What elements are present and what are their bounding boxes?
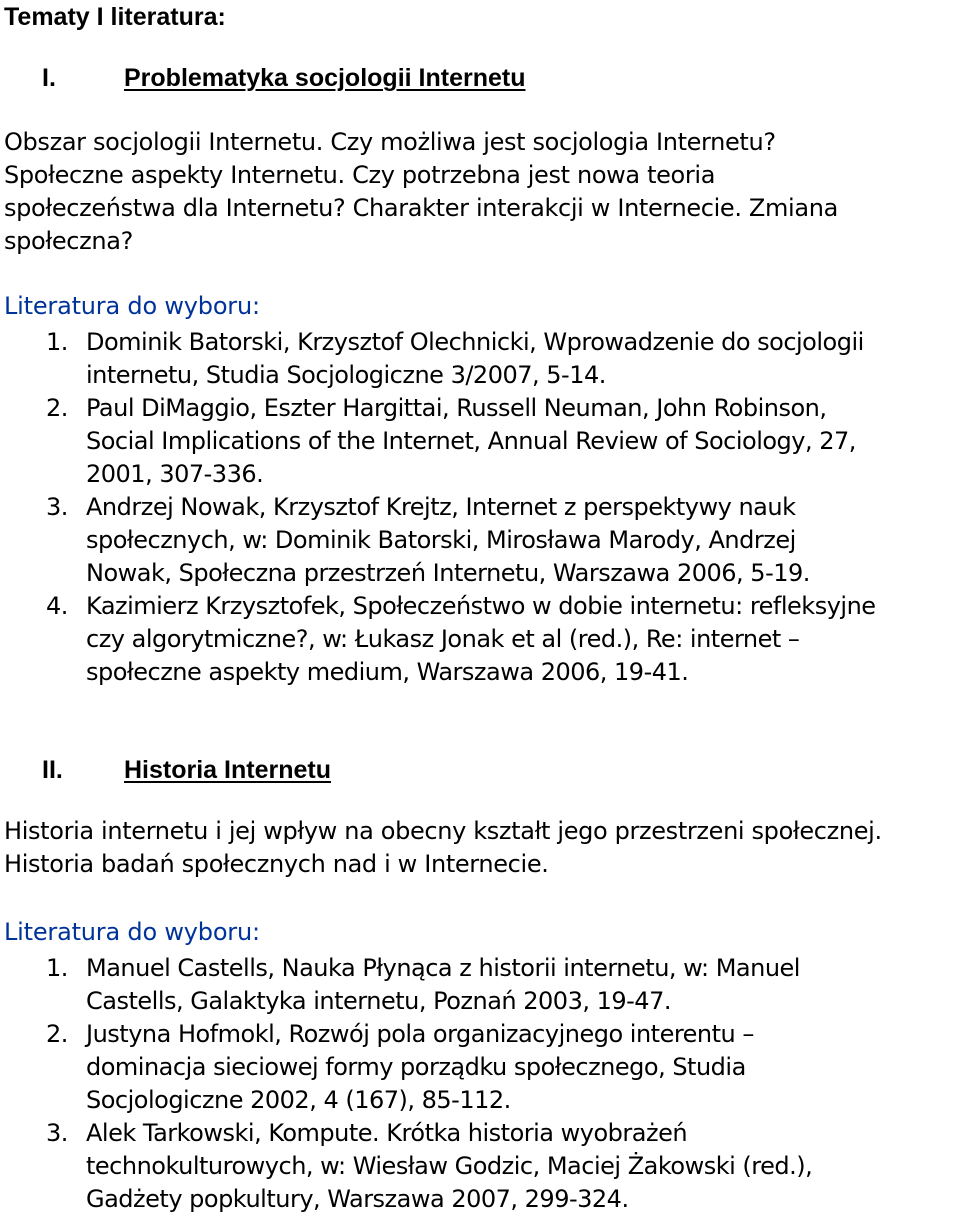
description-line: społeczna? bbox=[4, 227, 133, 255]
reference-item bbox=[0, 590, 876, 689]
reference-line: dominacja sieciowej formy porządku społecznego, Studia bbox=[86, 1053, 746, 1081]
reference-number: 3. bbox=[46, 493, 68, 521]
reference-line: Andrzej Nowak, Krzysztof Krejtz, Internet z perspektywy nauk bbox=[86, 493, 796, 521]
literature-label: Literatura do wyboru: bbox=[4, 292, 260, 320]
section-number: II. bbox=[42, 756, 63, 784]
reference-line: Alek Tarkowski, Kompute. Krótka historia wyobrażeń bbox=[86, 1119, 688, 1147]
reference-item bbox=[0, 1018, 812, 1117]
reference-line: społeczne aspekty medium, Warszawa 2006, 19-41. bbox=[86, 658, 689, 686]
reference-line: 2001, 307-336. bbox=[86, 460, 264, 488]
reference-line: Castells, Galaktyka internetu, Poznań 2003, 19-47. bbox=[86, 987, 671, 1015]
section-description bbox=[4, 815, 882, 881]
reference-line: Nowak, Społeczna przestrzeń Internetu, Warszawa 2006, 5-19. bbox=[86, 559, 810, 587]
reference-line: Paul DiMaggio, Eszter Hargittai, Russell Neuman, John Robinson, bbox=[86, 394, 827, 422]
reference-list bbox=[0, 952, 812, 1216]
reference-text bbox=[86, 1117, 812, 1216]
reference-line: Gadżety popkultury, Warszawa 2007, 299-324. bbox=[86, 1185, 629, 1213]
reference-text bbox=[86, 392, 876, 491]
reference-text bbox=[86, 952, 812, 1018]
reference-line: Kazimierz Krzysztofek, Społeczeństwo w dobie internetu: refleksyjne bbox=[86, 592, 876, 620]
reference-line: internetu, Studia Socjologiczne 3/2007, 5-14. bbox=[86, 361, 606, 389]
reference-number: 2. bbox=[46, 394, 68, 422]
section-title: Problematyka socjologii Internetu bbox=[124, 64, 526, 92]
reference-item bbox=[0, 326, 876, 392]
reference-number: 2. bbox=[46, 1020, 68, 1048]
reference-item bbox=[0, 1117, 812, 1216]
reference-number: 4. bbox=[46, 592, 68, 620]
reference-text bbox=[86, 1018, 812, 1117]
description-line: Historia badań społecznych nad i w Internecie. bbox=[4, 850, 549, 878]
section-description bbox=[4, 126, 838, 258]
reference-text bbox=[86, 590, 876, 689]
reference-item bbox=[0, 952, 812, 1018]
reference-text bbox=[86, 491, 876, 590]
reference-line: Manuel Castells, Nauka Płynąca z historii internetu, w: Manuel bbox=[86, 954, 800, 982]
section-title: Historia Internetu bbox=[124, 756, 331, 784]
reference-number: 1. bbox=[46, 328, 68, 356]
reference-line: czy algorytmiczne?, w: Łukasz Jonak et al (red.), Re: internet – bbox=[86, 625, 800, 653]
reference-list bbox=[0, 326, 876, 689]
reference-text bbox=[86, 326, 876, 392]
reference-line: technokulturowych, w: Wiesław Godzic, Maciej Żakowski (red.), bbox=[86, 1152, 813, 1180]
literature-label: Literatura do wyboru: bbox=[4, 918, 260, 946]
reference-line: Dominik Batorski, Krzysztof Olechnicki, Wprowadzenie do socjologii bbox=[86, 328, 864, 356]
section-number: I. bbox=[42, 64, 56, 92]
reference-line: Socjologiczne 2002, 4 (167), 85-112. bbox=[86, 1086, 511, 1114]
reference-line: Justyna Hofmokl, Rozwój pola organizacyjnego interentu – bbox=[86, 1020, 754, 1048]
description-line: Obszar socjologii Internetu. Czy możliwa jest socjologia Internetu? bbox=[4, 128, 776, 156]
reference-number: 1. bbox=[46, 954, 68, 982]
document-title: Tematy I literatura: bbox=[4, 3, 226, 31]
reference-number: 3. bbox=[46, 1119, 68, 1147]
reference-line: społecznych, w: Dominik Batorski, Mirosława Marody, Andrzej bbox=[86, 526, 796, 554]
reference-item bbox=[0, 392, 876, 491]
description-line: Społeczne aspekty Internetu. Czy potrzebna jest nowa teoria bbox=[4, 161, 716, 189]
reference-item bbox=[0, 491, 876, 590]
description-line: społeczeństwa dla Internetu? Charakter interakcji w Internecie. Zmiana bbox=[4, 194, 838, 222]
description-line: Historia internetu i jej wpływ na obecny kształt jego przestrzeni społecznej. bbox=[4, 817, 882, 845]
reference-line: Social Implications of the Internet, Annual Review of Sociology, 27, bbox=[86, 427, 856, 455]
